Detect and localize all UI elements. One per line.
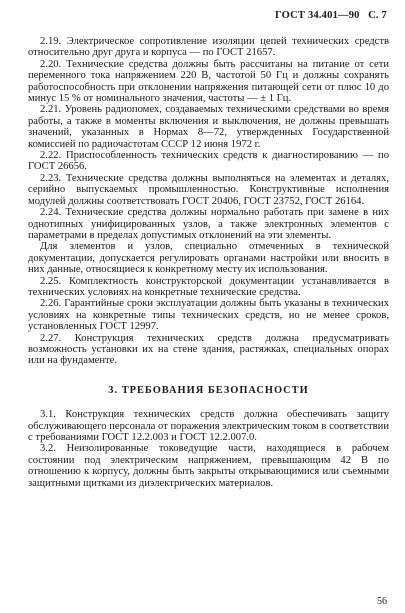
paragraph: 2.26. Гарантийные сроки эксплуатации должны быть указаны в технических условиях на конкретные типы технических средств, но не менее сроков, установленных ГОСТ 12997. <box>28 298 389 333</box>
paragraph: 2.25. Комплектность конструкторской документации устанавливается в технических условиях на конкретные технические средства. <box>28 275 389 298</box>
paragraph: 2.27. Конструкция технических средств должна предусматривать возможность установки их на стене здания, растяжках, специальных опорах или на фундаменте. <box>28 332 389 367</box>
page-label: С. 7 <box>368 10 387 21</box>
paragraph: 2.19. Электрическое сопротивление изоляции цепей технических средств относительно друг друга и корпуса — по ГОСТ 21657. <box>28 36 389 59</box>
section-title: 3. ТРЕБОВАНИЯ БЕЗОПАСНОСТИ <box>108 384 309 396</box>
standard-number: ГОСТ 34.401—90 <box>275 10 360 21</box>
page-content <box>28 36 389 489</box>
paragraph: 2.24. Технические средства должны нормально работать при замене в них однотипных унифицированных узлов, а также электронных элементов с параметрами в пределах допустимых отклонений на эти элементы. <box>28 207 389 241</box>
paragraph: 2.21. Уровень радиопомех, создаваемых техническими средствами во время работы, а также в моменты включения и выключения, не должны превышать значений, указанных в Нормах 8—72, утвержденных Государственной комиссией по радиочастотам СССР 12 июня 1972 г. <box>28 104 389 150</box>
paragraph: 2.22. Приспособленность технических средств к диагностированию — по ГОСТ 26656. <box>28 150 389 173</box>
paragraph: 2.23. Технические средства должны выполняться на элементах и деталях, серийно выпускаемых промышленностью. Конструктивные исполнения модулей должны соответствовать ГОСТ 20406, ГОСТ 23752, ГОСТ 26164. <box>28 172 389 207</box>
paragraph: 3.1. Конструкция технических средств должна обеспечивать защиту обслуживающего персонала от поражения электрическим током в соответствии с требованиями ГОСТ 12.2.003 и ГОСТ 12.2.007.0. <box>28 409 389 443</box>
paragraph: 3.2. Неизолированные токоведущие части, находящиеся в рабочем состоянии под электрическим напряжением, превышающим 42 В по отношению к корпусу, должны быть закрыты открывающимися или съемными защитными щитками из диэлектрических материалов. <box>28 443 389 489</box>
page-header <box>275 10 387 21</box>
paragraph: 2.20. Технические средства должны быть рассчитаны на питание от сети переменного тока напряжением 220 В, частотой 50 Гц и должны сохранять работоспособность при отклонении напряжения питающей сети от плюс 10 до минус 15 % от номинального значения, частоты — ± 1 Гц. <box>28 58 389 105</box>
page-number: 56 <box>377 596 387 607</box>
paragraph: Для элементов и узлов, специально отмеченных в технической документации, допускается регулировать органами настройки или вносить в них данные, относящиеся к конкретному месту их использования. <box>28 241 389 276</box>
